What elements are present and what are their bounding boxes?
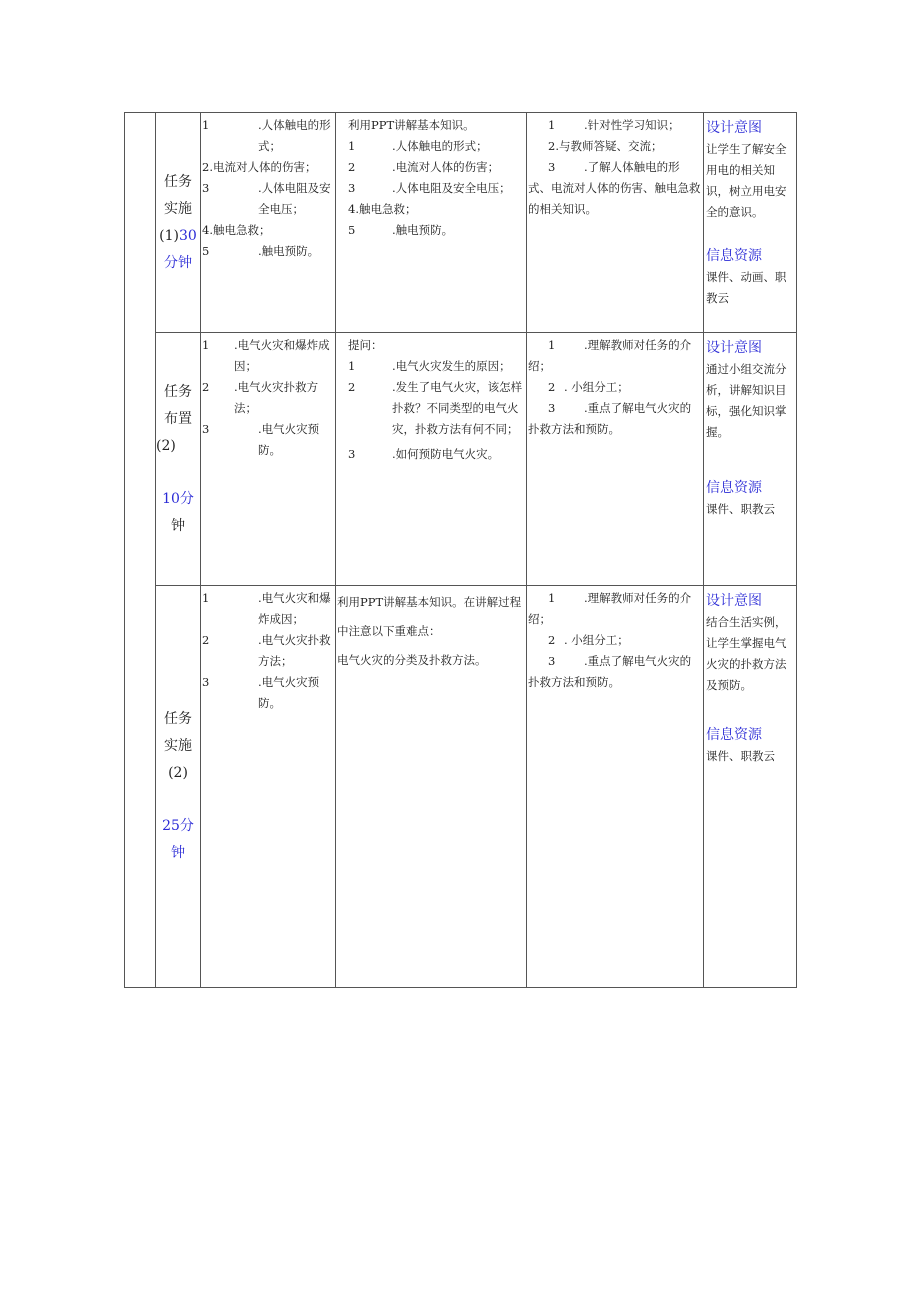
stage-cell: 任务 实施 (2) 25分 钟 [156, 586, 201, 988]
table-row [125, 586, 797, 988]
table-row [125, 113, 797, 333]
design-cell: 设计意图 通过小组交流分析，讲解知识目标，强化知识掌握。 信息资源 课件、职教云 [704, 333, 797, 586]
table-row [125, 333, 797, 586]
content-cell: 1 .电气火灾和爆炸成因； 2 .电气火灾扑救方法； 3 .电气火灾预防。 [201, 333, 336, 586]
resource-title: 信息资源 [706, 480, 762, 496]
teacher-activity-cell: 利用PPT讲解基本知识。在讲解过程中注意以下重难点： 电气火灾的分类及扑救方法。 [336, 586, 527, 988]
blank-column [125, 113, 156, 988]
design-intent-title: 设计意图 [706, 340, 762, 356]
design-intent-title: 设计意图 [706, 593, 762, 609]
student-activity-cell: 1 .针对性学习知识； 2.与教师答疑、交流； 3 .了解人体触电的形式、电流对人体的伤害、触电急救的相关知识。 [527, 113, 704, 333]
lesson-plan-table [124, 112, 797, 988]
student-activity-cell: 1 .理解教师对任务的介绍； 2 . 小组分工； 3 .重点了解电气火灾的扑救方法和预防。 [527, 586, 704, 988]
content-cell: 1 .电气火灾和爆炸成因； 2 .电气火灾扑救方法； 3 .电气火灾预防。 [201, 586, 336, 988]
content-cell: 1 .人体触电的形式； 2.电流对人体的伤害； 3 .人体电阻及安全电压； 4.触电急救； 5 .触电预防。 [201, 113, 336, 333]
teacher-activity-cell: 提问： 1 .电气火灾发生的原因； 2 .发生了电气火灾，该怎样扑救？不同类型的电气火灾，扑救方法有何不同； 3 .如何预防电气火灾。 [336, 333, 527, 586]
stage-cell: 任务 布置 (2) 10分 钟 [156, 333, 201, 586]
resource-title: 信息资源 [706, 248, 762, 264]
design-cell: 设计意图 让学生了解安全用电的相关知识，树立用电安全的意识。 信息资源 课件、动画、职教云 [704, 113, 797, 333]
teacher-activity-cell: 利用PPT讲解基本知识。 1 .人体触电的形式； 2 .电流对人体的伤害； 3 .人体电阻及安全电压； 4.触电急救； 5 .触电预防。 [336, 113, 527, 333]
resource-title: 信息资源 [706, 727, 762, 743]
stage-cell: 任务 实施 (1)30 分钟 [156, 113, 201, 333]
design-intent-title: 设计意图 [706, 120, 762, 136]
student-activity-cell: 1 .理解教师对任务的介绍； 2 . 小组分工； 3 .重点了解电气火灾的扑救方法和预防。 [527, 333, 704, 586]
design-cell: 设计意图 结合生活实例，让学生掌握电气火灾的扑救方法及预防。 信息资源 课件、职教云 [704, 586, 797, 988]
